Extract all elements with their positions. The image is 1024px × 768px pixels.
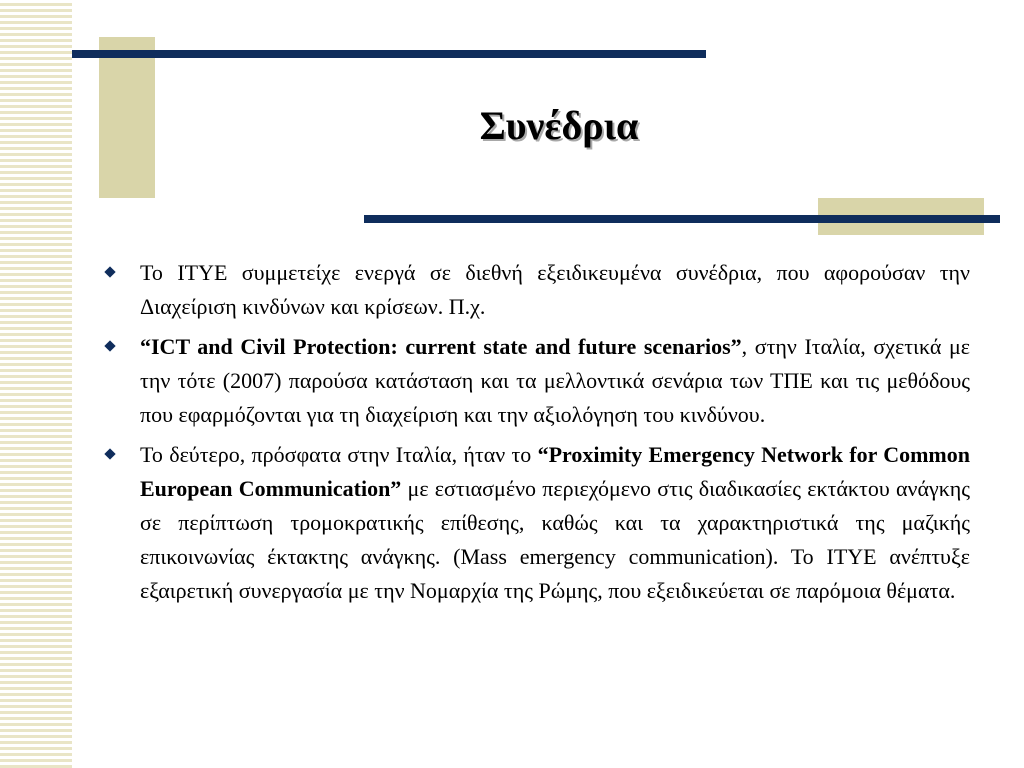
bullet-item-1	[102, 256, 970, 324]
diamond-bullet-icon	[104, 266, 116, 278]
decorative-block-left	[99, 37, 155, 198]
bullet-item-3	[102, 438, 970, 608]
slide-title: Συνέδρια	[479, 103, 639, 148]
bullet-3-description: με εστιασμένο περιεχόμενο στις διαδικασίες εκτάκτου ανάγκης σε περίπτωση τρομοκρατικής επίθεσης, καθώς και τα χαρακτηριστικά της μαζικής επικοινωνίας έκτακτης ανάγκης. (Mass emergency communication). Το ΙΤΥΕ ανέπτυξε εξαιρετική συνεργασία με την Νομαρχία της Ρώμης, που εξειδικεύεται σε παρόμοια θέματα.	[140, 476, 970, 603]
bullet-item-2	[102, 330, 970, 432]
diamond-bullet-icon	[104, 448, 116, 460]
bullet-3-conference-title: “Proximity Emergency Network for Common European Communication”	[140, 442, 970, 501]
bullet-3-intro: Το δεύτερο, πρόσφατα στην Ιταλία, ήταν το	[140, 442, 538, 467]
bullet-2-conference-title: “ICT and Civil Protection: current state and future scenarios”	[140, 334, 742, 359]
decorative-bar-bottom	[364, 215, 1000, 223]
bullet-list	[102, 256, 970, 614]
decorative-bar-top	[72, 50, 706, 58]
decorative-stripes	[0, 0, 72, 768]
bullet-text-1: Το ΙΤΥΕ συμμετείχε ενεργά σε διεθνή εξειδικευμένα συνέδρια, που αφορούσαν την Διαχείριση κινδύνων και κρίσεων. Π.χ.	[140, 260, 970, 319]
diamond-bullet-icon	[104, 340, 116, 352]
bullet-2-description: , στην Ιταλία, σχετικά με την τότε (2007) παρούσα κατάσταση και τα μελλοντικά σενάρια των ΤΠΕ και τις μεθόδους που εφαρμόζονται για τη διαχείριση και την αξιολόγηση του κινδύνου.	[140, 334, 970, 427]
